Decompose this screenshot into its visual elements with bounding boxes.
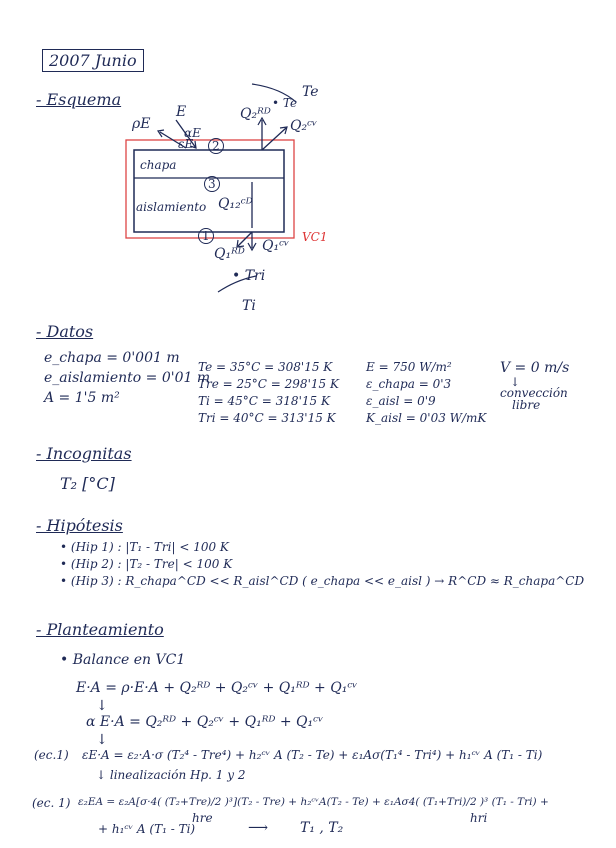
dato: V = 0 m/s [500,360,570,376]
label-vc1: VC1 [302,230,328,244]
node-1: 1 [198,228,214,244]
label-te: Te [302,84,319,100]
dato: E = 750 W/m² [366,360,452,374]
dato: ε_chapa = 0'3 [366,377,452,391]
balance-subheading: • Balance en VC1 [60,652,186,668]
equation-4-label: (ec. 1) [32,796,71,810]
dato: A = 1'5 m² [44,390,120,406]
dato: e_chapa = 0'001 m [44,350,180,366]
equation-1: E·A = ρ·E·A + Q₂ᴿᴰ + Q₂ᶜᵛ + Q₁ᴿᴰ + Q₁ᶜᵛ [76,680,358,696]
equation-4a: ε₂EA = ε₂A[σ·4( (T₂+Tre)/2 )³](T₂ - Tre) + h₂ᶜᵛA(T₂ - Te) + ε₁Aσ4( (T₁+Tri)/2 )³ (T₁ - Tri) + [78,796,549,808]
label-eps-e: εE [178,137,194,151]
label-q1-cv: Q₁ᶜᵛ [262,238,290,254]
hri-label: hri [470,811,488,825]
node-3: 3 [204,176,220,192]
esquema-heading: - Esquema [36,90,122,109]
result-arrow: ⟶ [248,820,269,836]
equation-3: εE·A = ε₂·A·σ (T₂⁴ - Tre⁴) + h₂ᶜᵛ A (T₂ - Te) + ε₁Aσ(T₁⁴ - Tri⁴) + h₁ᶜᵛ A (T₁ - Ti) [82,748,543,762]
arrow-2: ↓ [96,732,108,748]
label-ti: Ti [242,298,256,314]
dato: ε_aisl = 0'9 [366,394,436,408]
hre-label: hre [192,811,213,825]
incognitas-heading: - Incognitas [36,444,132,463]
label-alpha-e: αE [184,126,201,140]
dato: e_aislamiento = 0'01 m [44,370,211,386]
dato: Tri = 40°C = 313'15 K [198,411,336,425]
dato: convección [500,386,568,400]
dato: ↓ [510,375,521,389]
hipotesis-heading: - Hipótesis [36,516,123,535]
label-e: E [176,104,187,120]
label-te-dot: • Te [272,96,298,110]
label-q1-rd: Q₁ᴿᴰ [214,246,245,262]
label-pe: ρE [132,116,151,132]
label-chapa: chapa [140,158,177,172]
label-q2-rd: Q₂ᴿᴰ [240,106,271,122]
hipotesis-item: • (Hip 3) : R_chapa^CD << R_aisl^CD ( e_chapa << e_aisl ) → R^CD ≈ R_chapa^CD [60,574,585,588]
equation-3-label: (ec.1) [34,748,69,762]
dato: Ti = 45°C = 318'15 K [198,394,330,408]
dato: Te = 35°C = 308'15 K [198,360,333,374]
label-aislamiento: aislamiento [136,200,207,214]
dato: libre [512,398,541,412]
hipotesis-item: • (Hip 2) : |T₂ - Tre| < 100 K [60,557,233,571]
dato: Tre = 25°C = 298'15 K [198,377,339,391]
label-tri: • Tri [232,268,266,284]
incognita-value: T₂ [°C] [60,474,115,493]
arrow-1: ↓ [96,698,108,714]
planteamiento-heading: - Planteamiento [36,620,164,639]
page-title: 2007 Junio [42,49,144,72]
linearization-note: ↓ linealización Hp. 1 y 2 [96,768,246,782]
equation-4b: + h₁ᶜᵛ A (T₁ - Ti) [98,822,196,836]
label-q12-cd: Q₁₂ᶜᴰ [218,196,253,212]
datos-heading: - Datos [36,322,94,341]
label-q2-cv: Q₂ᶜᵛ [290,118,318,134]
result-unknowns: T₁ , T₂ [300,820,344,836]
node-2: 2 [208,138,224,154]
equation-2: α E·A = Q₂ᴿᴰ + Q₂ᶜᵛ + Q₁ᴿᴰ + Q₁ᶜᵛ [86,714,324,730]
hipotesis-item: • (Hip 1) : |T₁ - Tri| < 100 K [60,540,229,554]
dato: K_aisl = 0'03 W/mK [366,411,487,425]
